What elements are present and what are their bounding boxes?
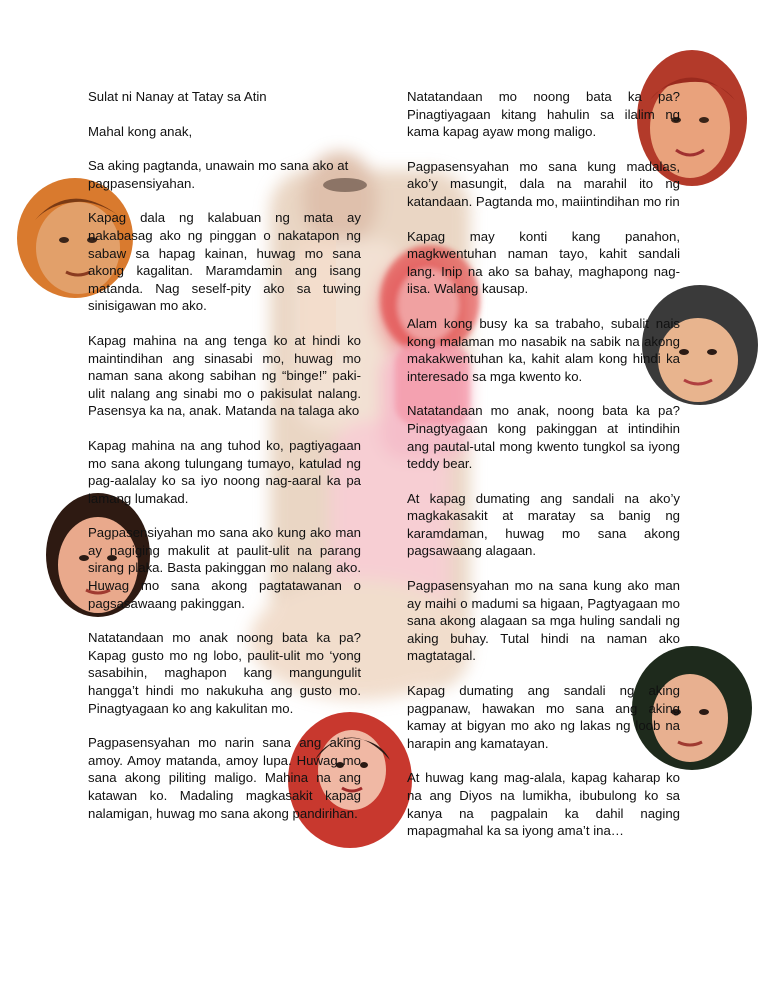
paragraph: Pagpasensyahan mo narin sana ang aking amoy. Amoy matanda, amoy lupa. Huwag mo sana akong piliting maligo. Mahina na ang katawan ko. Madaling magkasakit kapag nalamigan, huwag mo sana akong pandirihan. bbox=[88, 735, 361, 821]
paragraph: At huwag kang mag-alala, kapag kaharap ko na ang Diyos na lumikha, ibubulong ko sa kanya na pagpalain ka dahil naging mapagmahal ka sa iyong ama’t ina… bbox=[407, 770, 680, 839]
letter-greeting: Mahal kong anak, bbox=[88, 123, 193, 139]
paragraph: Pagpasensiyahan mo sana ako kung ako man ay nagiging makulit at paulit-ulit na parang sirang plaka. Basta pakinggan mo nalang ako. Huwag mo sana akong pagtatawanan o pagsasawaang pakinggan. bbox=[88, 525, 361, 611]
paragraph: Natatandaan mo anak, noong bata ka pa? Pinagtyagaan kong pakinggan at intindihin ang pautal-utal mong kwento tungkol sa iyong teddy bear. bbox=[407, 403, 680, 472]
paragraph: Kapag mahina na ang tuhod ko, pagtiyagaan mo sana akong tulungang tumayo, katulad ng pag-aalalay ko sa iyo noong nag-aaral ka pa lamang lumakad. bbox=[88, 437, 361, 506]
paragraph: Kapag may konti kang panahon, magkwentuhan naman tayo, kahit sandali lang. Inip na ako sa bahay, maghapong nag-iisa. Walang kausap. bbox=[407, 228, 680, 297]
paragraph: Pagpasensyahan mo na sana kung ako man ay maihi o madumi sa higaan, Pagtyagaan mo sana akong alagaan sa mga huling sandali ng aking buhay. Tutal hindi na naman ako magtatagal. bbox=[407, 578, 680, 664]
paragraph: Natatandaan mo noong bata ka pa? Pinagtiyagaan kitang hahulin sa ilalim ng kama kapag ayaw mong maligo. bbox=[407, 89, 680, 140]
paragraph: Alam kong busy ka sa trabaho, subalit nais kong malaman mo nasabik na sabik na akong makakwentuhan ka, kahit alam kong hindi ka interesado sa mga kwento ko. bbox=[407, 315, 680, 384]
letter-right-column bbox=[407, 88, 680, 857]
paragraph: Natatandaan mo anak noong bata ka pa? Kapag gusto mo ng lobo, paulit-ulit mo ‘yong sasabihin, maghapon kang mangungulit hangga’t hindi mo nakukuha ang gusto mo. Pinagtyagaan ko ang kakulitan mo. bbox=[88, 630, 361, 716]
paragraph: Kapag dumating ang sandali ng aking pagpanaw, hawakan mo sana ang aking kamay at bigyan mo ako ng lakas ng loob na harapin ang kamatayan. bbox=[407, 683, 680, 751]
paragraph: At kapag dumating ang sandali na ako’y magkakasakit at maratay sa banig ng karamdaman, huwag mo sana akong pagsawaang alagaan. bbox=[407, 490, 680, 559]
paragraph: Kapag dala ng kalabuan ng mata ay nakabasag ako ng pinggan o nakatapon ng sabaw sa hapag kainan, huwag mo sana akong kagalitan. Maramdamin ang isang matanda. Nag seself-pity ako sa tuwing sinisigawan mo ako. bbox=[88, 210, 361, 314]
letter-left-column bbox=[88, 88, 361, 839]
paragraph: Pagpasensyahan mo sana kung madalas, ako’y masungit, dala na marahil ito ng katandaan. Pagtanda mo, maiintindihan mo rin bbox=[407, 158, 680, 209]
paragraph: Sa aking pagtanda, unawain mo sana ako at pagpasensiyahan. bbox=[88, 158, 349, 191]
paragraph: Kapag mahina na ang tenga ko at hindi ko maintindihan ang sinasabi mo, huwag mo naman sana akong sabihan ng “binge!” paki-ulit nalang ang sinabi mo o pakisulat nalang. Pasensya ka na, anak. Matanda na talaga ako bbox=[88, 332, 361, 419]
letter-title: Sulat ni Nanay at Tatay sa Atin bbox=[88, 89, 267, 104]
